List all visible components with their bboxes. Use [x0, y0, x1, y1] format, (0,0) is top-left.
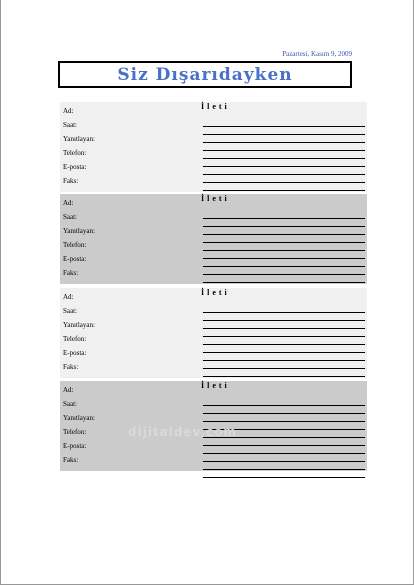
name-label: Ad:	[63, 107, 74, 115]
message-line	[203, 175, 365, 183]
message-block-1	[60, 102, 367, 192]
email-label: E-posta:	[63, 163, 87, 171]
field-labels	[63, 290, 95, 374]
name-label: Ad:	[63, 199, 74, 207]
message-line	[203, 345, 365, 353]
message-lines[interactable]	[203, 211, 365, 291]
message-line	[203, 243, 365, 251]
page-title: Siz Dışarıdayken	[117, 65, 293, 85]
message-line	[203, 167, 365, 175]
phone-label: Telefon:	[63, 335, 87, 343]
message-block-3	[60, 288, 367, 378]
fax-label: Faks:	[63, 269, 79, 277]
message-line	[203, 321, 365, 329]
name-label: Ad:	[63, 293, 74, 301]
time-label: Saat:	[63, 307, 77, 315]
message-line	[203, 227, 365, 235]
responder-label: Yanıtlayan:	[63, 227, 95, 235]
message-line	[203, 462, 365, 470]
responder-label: Yanıtlayan:	[63, 135, 95, 143]
responder-label: Yanıtlayan:	[63, 321, 95, 329]
watermark: dijitaldev.com	[128, 425, 237, 439]
message-line	[203, 259, 365, 267]
email-label: E-posta:	[63, 349, 87, 357]
message-label: İleti	[201, 381, 230, 390]
fax-label: Faks:	[63, 363, 79, 371]
phone-label: Telefon:	[63, 241, 87, 249]
time-label: Saat:	[63, 121, 77, 129]
time-label: Saat:	[63, 400, 77, 408]
message-lines[interactable]	[203, 305, 365, 385]
document-date: Pazartesi, Kasım 9, 2009	[282, 50, 352, 58]
field-labels	[63, 383, 95, 467]
message-line	[203, 313, 365, 321]
message-line	[203, 446, 365, 454]
message-line	[203, 219, 365, 227]
time-label: Saat:	[63, 213, 77, 221]
field-labels	[63, 196, 95, 280]
field-labels	[63, 104, 95, 188]
message-line	[203, 275, 365, 283]
email-label: E-posta:	[63, 442, 87, 450]
message-line	[203, 211, 365, 219]
responder-label: Yanıtlayan:	[63, 414, 95, 422]
message-line	[203, 119, 365, 127]
fax-label: Faks:	[63, 456, 79, 464]
message-line	[203, 143, 365, 151]
message-line	[203, 369, 365, 377]
message-line	[203, 251, 365, 259]
message-label: İleti	[201, 102, 230, 111]
message-line	[203, 183, 365, 191]
name-label: Ad:	[63, 386, 74, 394]
fax-label: Faks:	[63, 177, 79, 185]
message-line	[203, 151, 365, 159]
message-line	[203, 159, 365, 167]
message-line	[203, 406, 365, 414]
message-block-2	[60, 194, 367, 284]
message-label: İleti	[201, 288, 230, 297]
message-line	[203, 337, 365, 345]
message-line	[203, 267, 365, 275]
message-line	[203, 329, 365, 337]
message-label: İleti	[201, 194, 230, 203]
message-line	[203, 361, 365, 369]
phone-label: Telefon:	[63, 149, 87, 157]
message-line	[203, 235, 365, 243]
message-lines[interactable]	[203, 119, 365, 199]
message-line	[203, 135, 365, 143]
title-box	[58, 61, 352, 88]
phone-label: Telefon:	[63, 428, 87, 436]
message-line	[203, 438, 365, 446]
message-line	[203, 470, 365, 478]
message-line	[203, 353, 365, 361]
message-line	[203, 398, 365, 406]
message-line	[203, 305, 365, 313]
message-line	[203, 414, 365, 422]
email-label: E-posta:	[63, 255, 87, 263]
message-line	[203, 127, 365, 135]
message-line	[203, 454, 365, 462]
